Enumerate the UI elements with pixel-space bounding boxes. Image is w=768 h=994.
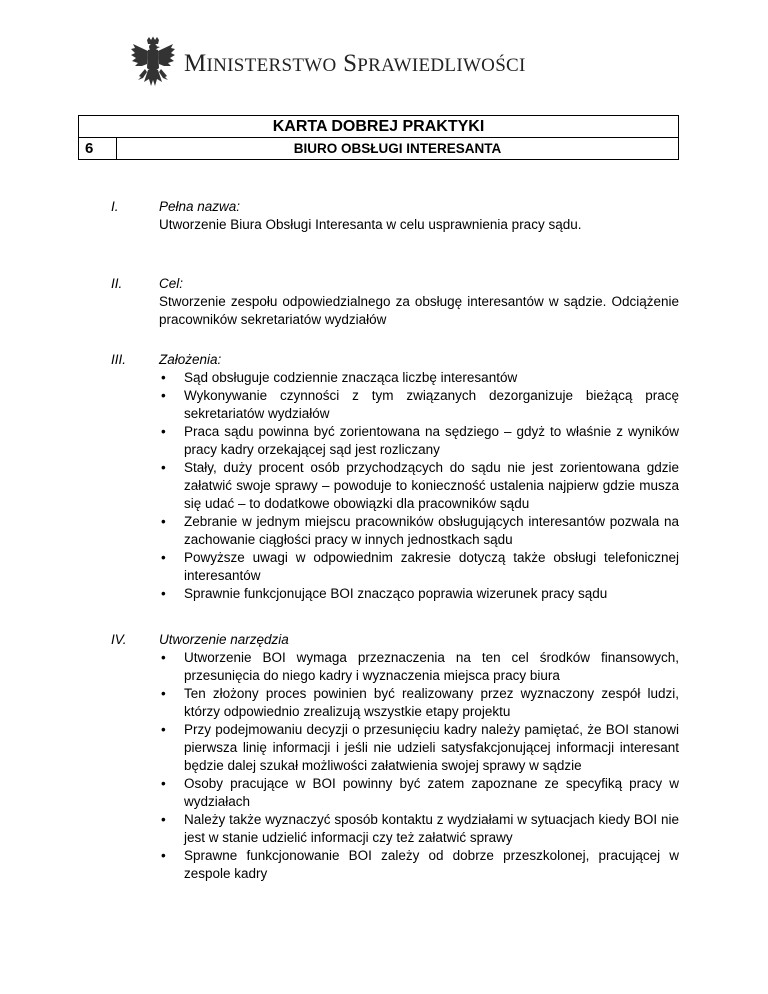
bullet-icon: • [161, 812, 166, 827]
bullet-icon: • [161, 776, 166, 791]
section-heading: Utworzenie narzędzia [159, 632, 289, 647]
section-heading: Pełna nazwa: [159, 199, 241, 214]
list-item: • Praca sądu powinna być zorientowana na sędziego – gdyż to właśnie z wyników pracy kadry orzekającej sąd jest rozliczany [161, 424, 679, 457]
ministry-name: MINISTERSTWO SPRAWIEDLIWOŚCI [184, 50, 526, 77]
card-title: KARTA DOBREJ PRAKTYKI [272, 118, 485, 135]
bullet-icon: • [161, 370, 166, 385]
list-item: • Należy także wyznaczyć sposób kontaktu z wydziałami w sytuacjach kiedy BOI nie jest w stanie udzielić informacji czy też załatwić sprawy [161, 812, 679, 845]
section-heading: Cel: [159, 276, 184, 291]
section-number: II. [111, 276, 123, 291]
bullet-icon: • [161, 848, 166, 863]
section-text: Utworzenie Biura Obsługi Interesanta w celu usprawnienia pracy sądu. [159, 217, 582, 232]
list-item: • Sąd obsługuje codziennie znacząca liczbę interesantów [161, 370, 518, 385]
card-number: 6 [79, 138, 117, 159]
list-item: • Powyższe uwagi w odpowiednim zakresie dotyczą także obsługi telefonicznej interesantów [161, 550, 679, 583]
tool-creation-list [159, 649, 679, 883]
bullet-icon: • [161, 514, 166, 529]
bullet-icon: • [161, 550, 166, 565]
list-item: • Ten złożony proces powinien być realizowany przez wyznaczony zespół ludzi, którzy odpowiednio zrealizują wszystkie etapy projektu [161, 686, 679, 719]
bullet-icon: • [161, 460, 166, 475]
list-item: • Sprawnie funkcjonujące BOI znacząco poprawia wizerunek pracy sądu [161, 586, 608, 601]
assumptions-list [159, 369, 679, 603]
card-title-table [78, 115, 679, 160]
bullet-icon: • [161, 650, 166, 665]
card-subtitle: BIURO OBSŁUGI INTERESANTA [293, 141, 502, 156]
section-number: I. [111, 199, 119, 214]
section-text: Stworzenie zespołu odpowiedzialnego za obsługę interesantów w sądzie. Odciążenie pracowników sekretariatów wydziałów [159, 294, 679, 327]
bullet-icon: • [161, 424, 166, 439]
bullet-icon: • [161, 722, 166, 737]
list-item: • Utworzenie BOI wymaga przeznaczenia na ten cel środków finansowych, przesunięcia do niego kadry i wyznaczenia miejsca pracy biura [161, 650, 679, 683]
table-divider [117, 137, 678, 138]
list-item: • Osoby pracujące w BOI powinny być zatem zapoznane ze specyfiką pracy w wydziałach [161, 776, 679, 809]
page-header [130, 36, 650, 92]
bullet-icon: • [161, 686, 166, 701]
section-number: IV. [111, 632, 127, 647]
bullet-icon: • [161, 586, 166, 601]
bullet-icon: • [161, 388, 166, 403]
list-item: • Zebranie w jednym miejscu pracowników obsługujących interesantów pozwala na zachowanie ciągłości pracy w innych jednostkach sądu [161, 514, 679, 547]
list-item: • Sprawne funkcjonowanie BOI zależy od dobrze przeszkolonej, pracującej w zespole kadry [161, 848, 679, 881]
list-item: • Przy podejmowaniu decyzji o przesunięciu kadry należy pamiętać, że BOI stanowi pierwsza linię informacji i jeśli nie udzieli satysfakcjonującej informacji interesant będzie dalej szukał możliwości załatwienia swojej sprawy w sądzie [161, 722, 679, 773]
polish-eagle-icon [130, 36, 176, 92]
list-item: • Wykonywanie czynności z tym związanych dezorganizuje bieżącą pracę sekretariatów wydziałów [161, 388, 679, 421]
section-heading: Założenia: [159, 352, 222, 367]
list-item: • Stały, duży procent osób przychodzących do sądu nie jest zorientowana gdzie załatwić swoje sprawy – powoduje to konieczność ustalenia najpierw gdzie musza się udać – to dodatkowe obowiązki dla pracowników sądu [161, 460, 679, 511]
section-number: III. [111, 352, 127, 367]
